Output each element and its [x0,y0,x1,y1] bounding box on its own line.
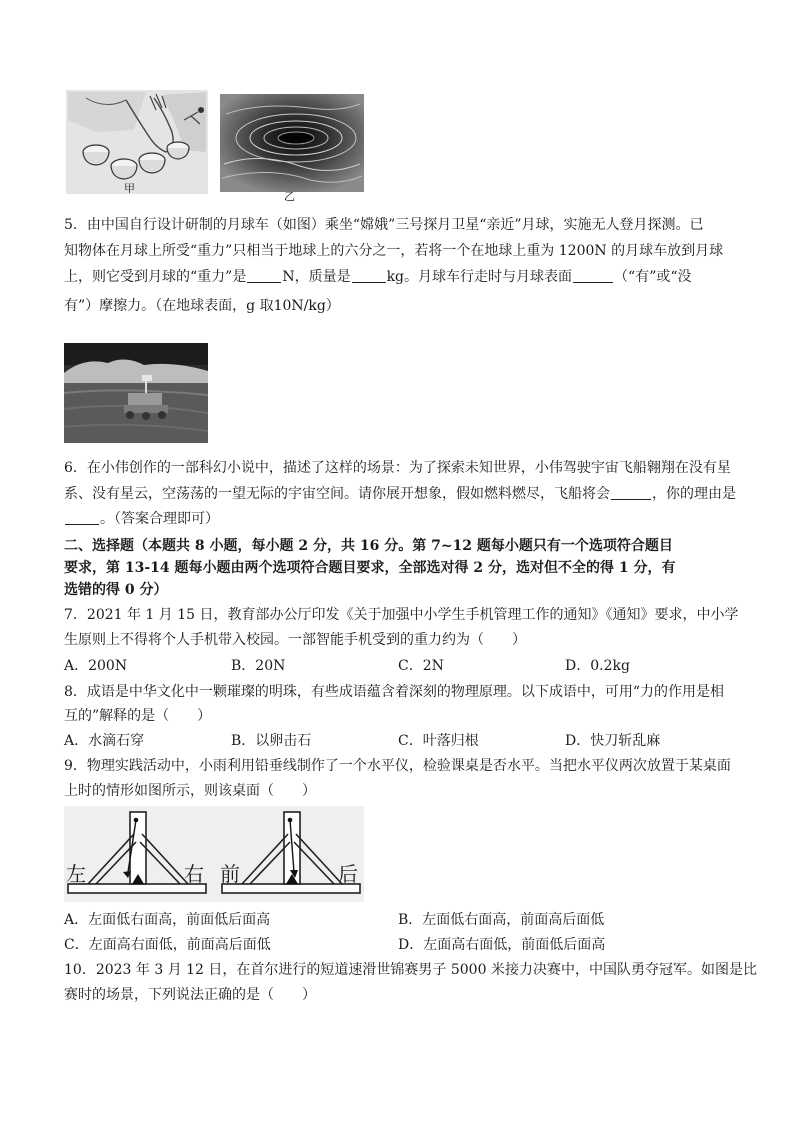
q6-line1: 6．在小伟创作的一部科幻小说中，描述了这样的场景：为了探索未知世界，小伟驾驶宇宙飞船翱翔在没有星 [64,460,731,476]
figure-jia-label: 甲 [124,182,135,195]
section2-line1: 二、选择题（本题共 8 小题，每小题 2 分，共 16 分。第 7~12 题每小题只有一个选项符合题目 [64,538,673,554]
q9-option-c[interactable]: C．左面高右面低，前面高后面低 [64,937,271,953]
q6-line3 [64,510,219,528]
q9-line1: 9．物理实践活动中，小雨利用铅垂线制作了一个水平仪，检验课桌是否水平。当把水平仪两次放置于某桌面 [64,758,731,774]
whirlpool-photo [220,94,364,192]
level-diagrams [64,806,364,902]
q8-line1: 8．成语是中华文化中一颗璀璨的明珠，有些成语蕴含着深刻的物理原理。以下成语中，可用“力的作用是相 [64,684,725,700]
figure-yi-label: 乙 [284,190,295,203]
q6-blank-reason[interactable] [65,510,99,525]
q6-line2-part1: 系、没有星云，空荡荡的一望无际的宇宙空间。请你展开想象，假如燃料燃尽，飞船将会 [64,486,610,502]
hand-bowls-illustration [66,90,208,194]
q10-line1: 10．2023 年 3 月 12 日，在首尔进行的短道速滑世锦赛男子 5000 米接力决赛中，中国队勇夺冠军。如图是比 [64,962,757,978]
q5-blank-friction[interactable] [573,268,613,283]
q5-line3-part4: （“有”或“没 [614,269,692,285]
figure-yi [220,94,364,203]
q5-line4: 有”）摩擦力。（在地球表面，g 取10N/kg） [64,298,340,314]
q8-option-c[interactable]: C．叶落归根 [398,733,479,749]
figure-lunar-rover [64,343,208,443]
q6-line2-part2: ，你的理由是 [652,486,736,502]
q7-line1: 7．2021 年 1 月 15 日，教育部办公厅印发《关于加强中小学生手机管理工作的通知》《通知》要求，中小学 [64,607,739,623]
figure-jia [66,90,208,194]
q7-option-a[interactable]: A．200N [64,658,128,674]
q5-line2: 知物体在月球上所受“重力”只相当于地球上的六分之一，若将一个在地球上重为 1200N 的月球车放到月球 [64,243,724,259]
q7-option-c[interactable]: C．2N [398,658,444,674]
q7-option-d[interactable]: D．0.2kg [565,658,630,674]
q8-option-b[interactable]: B．以卵击石 [231,733,312,749]
lunar-rover-photo [64,343,208,443]
q9-line2: 上时的情形如图所示，则该桌面（ ） [64,783,316,799]
q6-line2 [64,485,736,503]
level-label-right: 右 [184,862,204,886]
section2-line3: 选错的得 0 分） [64,582,168,598]
q6-blank-outcome[interactable] [611,485,651,500]
section2-line2: 要求，第 13-14 题每小题由两个选项符合题目要求，全部选对得 2 分，选对但不全的得 1 分，有 [64,560,676,576]
q5-line3-part3: kg。月球车行走时与月球表面 [386,269,573,285]
q6-line3-text: 。（答案合理即可） [100,511,219,527]
q7-line2: 生原则上不得将个人手机带入校园。一部智能手机受到的重力约为（ ） [64,632,526,648]
q5-line3 [64,268,692,286]
q8-option-d[interactable]: D．快刀斩乱麻 [565,733,661,749]
q5-line3-part1: 上，则它受到月球的“重力”是 [64,269,247,285]
q7-option-b[interactable]: B．20N [231,658,286,674]
q9-option-b[interactable]: B．左面低右面高，前面高后面低 [398,912,605,928]
q10-line2: 赛时的场景，下列说法正确的是（ ） [64,987,316,1003]
level-label-front: 前 [220,862,240,886]
level-label-left: 左 [66,862,86,886]
q5-blank-mass[interactable] [352,268,386,283]
q8-line2: 互的”解释的是（ ） [64,708,212,724]
q5-line3-part2: N，质量是 [282,269,351,285]
q9-option-d[interactable]: D．左面高右面低，前面低后面高 [398,937,606,953]
q5-blank-gravity[interactable] [247,268,281,283]
level-label-back: 后 [338,862,358,886]
q9-option-a[interactable]: A．左面低右面高，前面低后面高 [64,912,271,928]
q8-option-a[interactable]: A．水滴石穿 [64,733,145,749]
q5-line1: 5．由中国自行设计研制的月球车（如图）乘坐“嫦娥”三号探月卫星“亲近”月球，实施无人登月探测。已 [64,217,704,233]
figure-level-instrument [64,806,364,902]
